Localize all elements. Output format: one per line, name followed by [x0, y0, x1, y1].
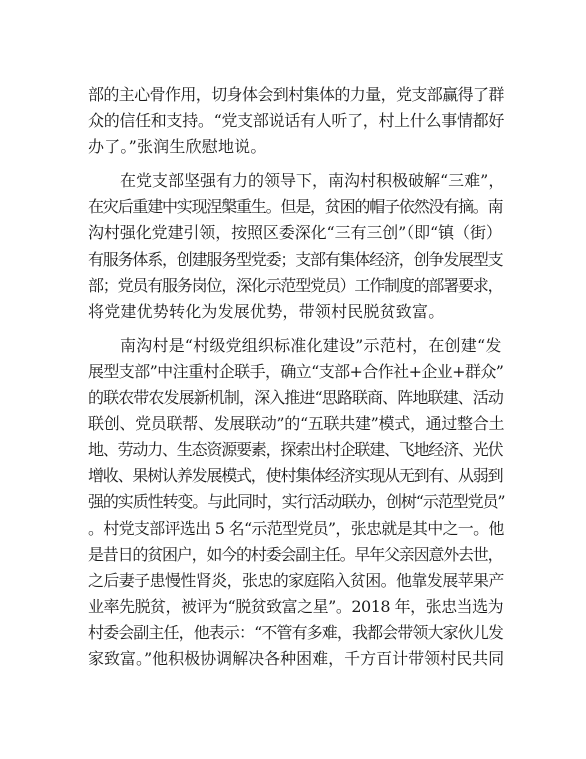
- text-line: 办了。”张润生欣慰地说。: [88, 137, 267, 157]
- paragraph-3: [88, 333, 504, 672]
- text-line: 部的主心骨作用，切身体会到村集体的力量，党支部赢得了群: [88, 85, 504, 104]
- text-line: 将党建优势转化为发展优势，带领村民脱贫致富。: [88, 301, 445, 321]
- text-line: 家致富。”他积极协调解决各种困难，千方百计带领村民共同: [88, 648, 505, 668]
- body-text: [88, 82, 504, 672]
- text-line: 沟村强化党建引领，按照区委深化“三有三创”（即“镇（街）: [88, 223, 502, 243]
- text-line: 的联农带农发展新机制，深入推进“思路联商、阵地联建、活动: [88, 388, 503, 408]
- text-line: 联创、党员联帮、发展联动”的“五联共建”模式，通过整合土: [88, 414, 505, 434]
- paragraph-1: [88, 82, 504, 160]
- text-line: 南沟村是“村级党组织标准化建设”示范村，在创建“发: [120, 335, 502, 355]
- text-line: 有服务体系，创建服务型党委；支部有集体经济，创争发展型支: [88, 249, 503, 269]
- text-line: 村委会副主任，他表示：“不管有多难，我都会带领大家伙儿发: [88, 622, 503, 642]
- text-line: 之后妻子患慢性肾炎，张忠的家庭陷入贫困。他靠发展苹果产: [88, 570, 504, 590]
- text-line: 强的实质性转变。与此同时，实行活动联办，创树“示范型党员”: [88, 492, 505, 512]
- text-line: 增收、果树认养发展模式，使村集体经济实现从无到有、从弱到: [88, 466, 503, 486]
- text-line: 地、劳动力、生态资源要素，探索出村企联建、飞地经济、光伏: [88, 440, 503, 460]
- text-line: 在灾后重建中实现涅槃重生。但是，贫困的帽子依然没有摘。南: [88, 197, 503, 217]
- text-line: 是昔日的贫困户，如今的村委会副主任。早年父亲因意外去世，: [88, 544, 503, 564]
- text-line: 。村党支部评选出 5 名“示范型党员”，张忠就是其中之一。他: [88, 518, 504, 538]
- paragraph-2: [88, 168, 504, 325]
- text-line: 业率先脱贫，被评为“脱贫致富之星”。2018 年，张忠当选为: [88, 596, 504, 616]
- text-line: 众的信任和支持。“党支部说话有人听了，村上什么事情都好: [88, 111, 505, 131]
- text-line: 在党支部坚强有力的领导下，南沟村积极破解“三难”，: [120, 171, 505, 191]
- text-line: 展型支部”中注重村企联手，确立“支部+合作社+企业+群众”: [88, 361, 504, 381]
- text-line: 部；党员有服务岗位，深化示范型党员）工作制度的部署要求，: [88, 275, 503, 295]
